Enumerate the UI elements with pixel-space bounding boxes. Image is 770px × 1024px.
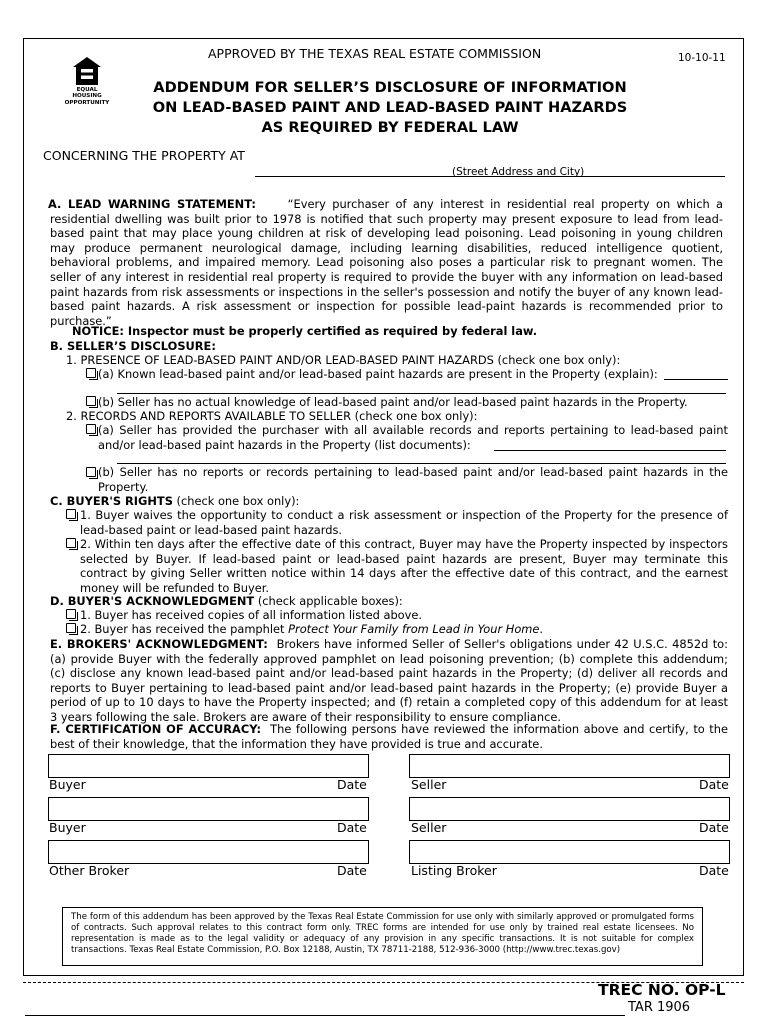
section-e	[50, 637, 728, 725]
checkbox-d1[interactable]	[66, 609, 76, 619]
section-b-item2a: (a) Seller has provided the purchaser with all available records and reports pertaining to lead-based paint and/or lead-based paint hazards in the Property (list documents):	[98, 423, 728, 452]
checkbox-c2[interactable]	[66, 538, 76, 548]
trec-form-number: TREC NO. OP-L	[598, 981, 726, 999]
section-c-item2: 2. Within ten days after the effective date of this contract, Buyer may have the Property inspected by inspectors selected by Buyer. If lead-based paint or lead-based paint hazards are present, Buyer may terminate this contract by giving Seller written notice within 14 days after the effective date of this contract, and the earnest money will be refunded to Buyer.	[80, 537, 728, 595]
section-a-text: “Every purchaser of any interest in residential real property on which a residential dwelling was built prior to 1978 is notified that such property may present exposure to lead from lead-based paint that may place young children at risk of developing lead poisoning. Lead poisoning in young children may produce permanent neurological damage, including learning disabilities, reduced intelligence quotient, behavioral problems, and impaired memory. Lead poisoning also poses a particular risk to pregnant women. The seller of any interest in residential real property is required to provide the buyer with any information on lead-based paint hazards from risk assessments or inspections in the seller's possession and notify the buyer of any known lead-based paint hazards. A risk assessment or inspection for possible lead-paint hazards is recommended prior to purchase.”	[50, 197, 724, 328]
section-d-item2-pre: 2. Buyer has received the pamphlet	[80, 622, 289, 636]
section-a-label: A. LEAD WARNING STATEMENT:	[48, 197, 256, 211]
section-a-notice: NOTICE: Inspector must be properly certified as required by federal law.	[72, 324, 538, 338]
equal-housing-logo	[64, 56, 110, 106]
section-c-sub: (check one box only):	[176, 494, 300, 508]
documents-field-2[interactable]	[117, 463, 726, 464]
section-f-text: The following persons have reviewed the information above and certify, to the best of their knowledge, that the information they have provided is true and accurate.	[50, 722, 729, 751]
buyer-signature-2[interactable]	[48, 797, 369, 821]
section-d-item1: 1. Buyer has received copies of all information listed above.	[80, 608, 423, 622]
pamphlet-title: Protect Your Family from Lead in Your Home	[288, 622, 540, 636]
approved-by-text: APPROVED BY THE TEXAS REAL ESTATE COMMISSION	[208, 46, 542, 61]
listing-broker-label: Listing Broker	[411, 863, 497, 878]
section-b-item2b: (b) Seller has no reports or records pertaining to lead-based paint and/or lead-based paint hazards in the Property.	[98, 465, 728, 494]
checkbox-d2[interactable]	[66, 623, 76, 633]
section-b-item2: 2. RECORDS AND REPORTS AVAILABLE TO SELLER (check one box only):	[66, 409, 478, 423]
other-broker-label: Other Broker	[49, 863, 130, 878]
checkbox-b2a[interactable]	[86, 424, 96, 434]
section-b-item2a-wrap	[98, 423, 728, 452]
property-label: CONCERNING THE PROPERTY AT	[43, 148, 245, 163]
title-line-3: AS REQUIRED BY FEDERAL LAW	[261, 119, 519, 136]
section-c-item2-wrap	[80, 537, 728, 595]
buyer-date-label-1: Date	[337, 777, 367, 792]
disclaimer-box: The form of this addendum has been approved by the Texas Real Estate Commission for use only with similarly approved or promulgated forms of contracts. Such approval relates to this contract form only. TREC forms are intended for use only by trained real estate licensees. No representation is made as to the legal validity or adequacy of any provision in any specific transactions. It is not suitable for complex transactions. Texas Real Estate Commission, P.O. Box 12188, Austin, TX 78711-2188, 512-936-3000 (http://www.trec.texas.gov)	[62, 907, 703, 966]
section-b-item1b: (b) Seller has no actual knowledge of lead-based paint and/or lead-based paint hazards in the Property.	[98, 395, 688, 409]
section-f	[50, 722, 728, 751]
checkbox-b1a[interactable]	[86, 368, 96, 378]
tar-form-number: TAR 1906	[628, 1000, 691, 1015]
explain-field-2[interactable]	[117, 393, 726, 394]
seller-signature-1[interactable]	[409, 754, 730, 778]
listing-broker-date-label: Date	[699, 863, 729, 878]
title-line-1: ADDENDUM FOR SELLER’S DISCLOSURE OF INFORMATION	[153, 79, 627, 96]
checkbox-b2b[interactable]	[86, 467, 96, 477]
equal-housing-house-icon	[72, 56, 102, 86]
section-c-heading	[50, 494, 299, 509]
documents-field-1[interactable]	[494, 450, 726, 451]
section-c-label: C. BUYER'S RIGHTS	[50, 494, 173, 508]
seller-label-2: Seller	[411, 820, 447, 835]
buyer-label-1: Buyer	[49, 777, 86, 792]
property-address-caption: (Street Address and City)	[452, 166, 585, 178]
form-date-code: 10-10-11	[678, 52, 726, 64]
seller-date-label-2: Date	[699, 820, 729, 835]
logo-caption: EQUAL HOUSING OPPORTUNITY	[64, 87, 110, 106]
section-d-item2	[80, 622, 543, 637]
other-broker-signature[interactable]	[48, 840, 369, 864]
section-b-item1a: (a) Known lead-based paint and/or lead-based paint hazards are present in the Property (explain):	[98, 367, 658, 381]
section-d-heading	[50, 594, 403, 609]
section-e-label: E. BROKERS' ACKNOWLEDGMENT:	[50, 637, 268, 651]
seller-label-1: Seller	[411, 777, 447, 792]
section-d-label: D. BUYER'S ACKNOWLEDGMENT	[50, 594, 255, 608]
listing-broker-signature[interactable]	[409, 840, 730, 864]
section-b-item1: 1. PRESENCE OF LEAD-BASED PAINT AND/OR LEAD-BASED PAINT HAZARDS (check one box only):	[66, 353, 621, 367]
checkbox-c1[interactable]	[66, 509, 76, 519]
section-b-item2b-wrap	[98, 465, 728, 494]
section-c-item1-wrap	[80, 508, 728, 537]
other-broker-date-label: Date	[337, 863, 367, 878]
section-b-label: B. SELLER’S DISCLOSURE:	[50, 339, 216, 353]
section-d-sub: (check applicable boxes):	[257, 594, 403, 608]
section-d-item2-post: .	[539, 622, 544, 636]
buyer-label-2: Buyer	[49, 820, 86, 835]
section-e-text: Brokers have informed Seller of Seller's obligations under 42 U.S.C. 4852d to: (a) provide Buyer with the federally approved pamphlet on lead poisoning prevention; (b) complete this addendum; (c) disclose any known lead-based paint and/or lead-based paint hazards in the Property; (d) deliver all records and reports to Buyer pertaining to lead-based paint and/or lead-based paint hazards in the Property; (e) provide Buyer a period of up to 10 days to have the Property inspected; and (f) retain a completed copy of this addendum for at least 3 years following the sale. Brokers are aware of their responsibility to ensure compliance.	[50, 637, 728, 724]
section-c-item1: 1. Buyer waives the opportunity to conduct a risk assessment or inspection of the Property for the presence of lead-based paint or lead-based paint hazards.	[80, 508, 728, 537]
title-line-2: ON LEAD-BASED PAINT AND LEAD-BASED PAINT HAZARDS	[152, 99, 628, 116]
seller-signature-2[interactable]	[409, 797, 730, 821]
buyer-signature-1[interactable]	[48, 754, 369, 778]
explain-field-1[interactable]	[664, 379, 728, 380]
section-f-label: F. CERTIFICATION OF ACCURACY:	[50, 722, 262, 736]
form-title	[120, 78, 660, 138]
seller-date-label-1: Date	[699, 777, 729, 792]
buyer-date-label-2: Date	[337, 820, 367, 835]
section-a	[50, 197, 723, 328]
checkbox-b1b[interactable]	[86, 396, 96, 406]
initials-line[interactable]	[25, 1015, 625, 1016]
